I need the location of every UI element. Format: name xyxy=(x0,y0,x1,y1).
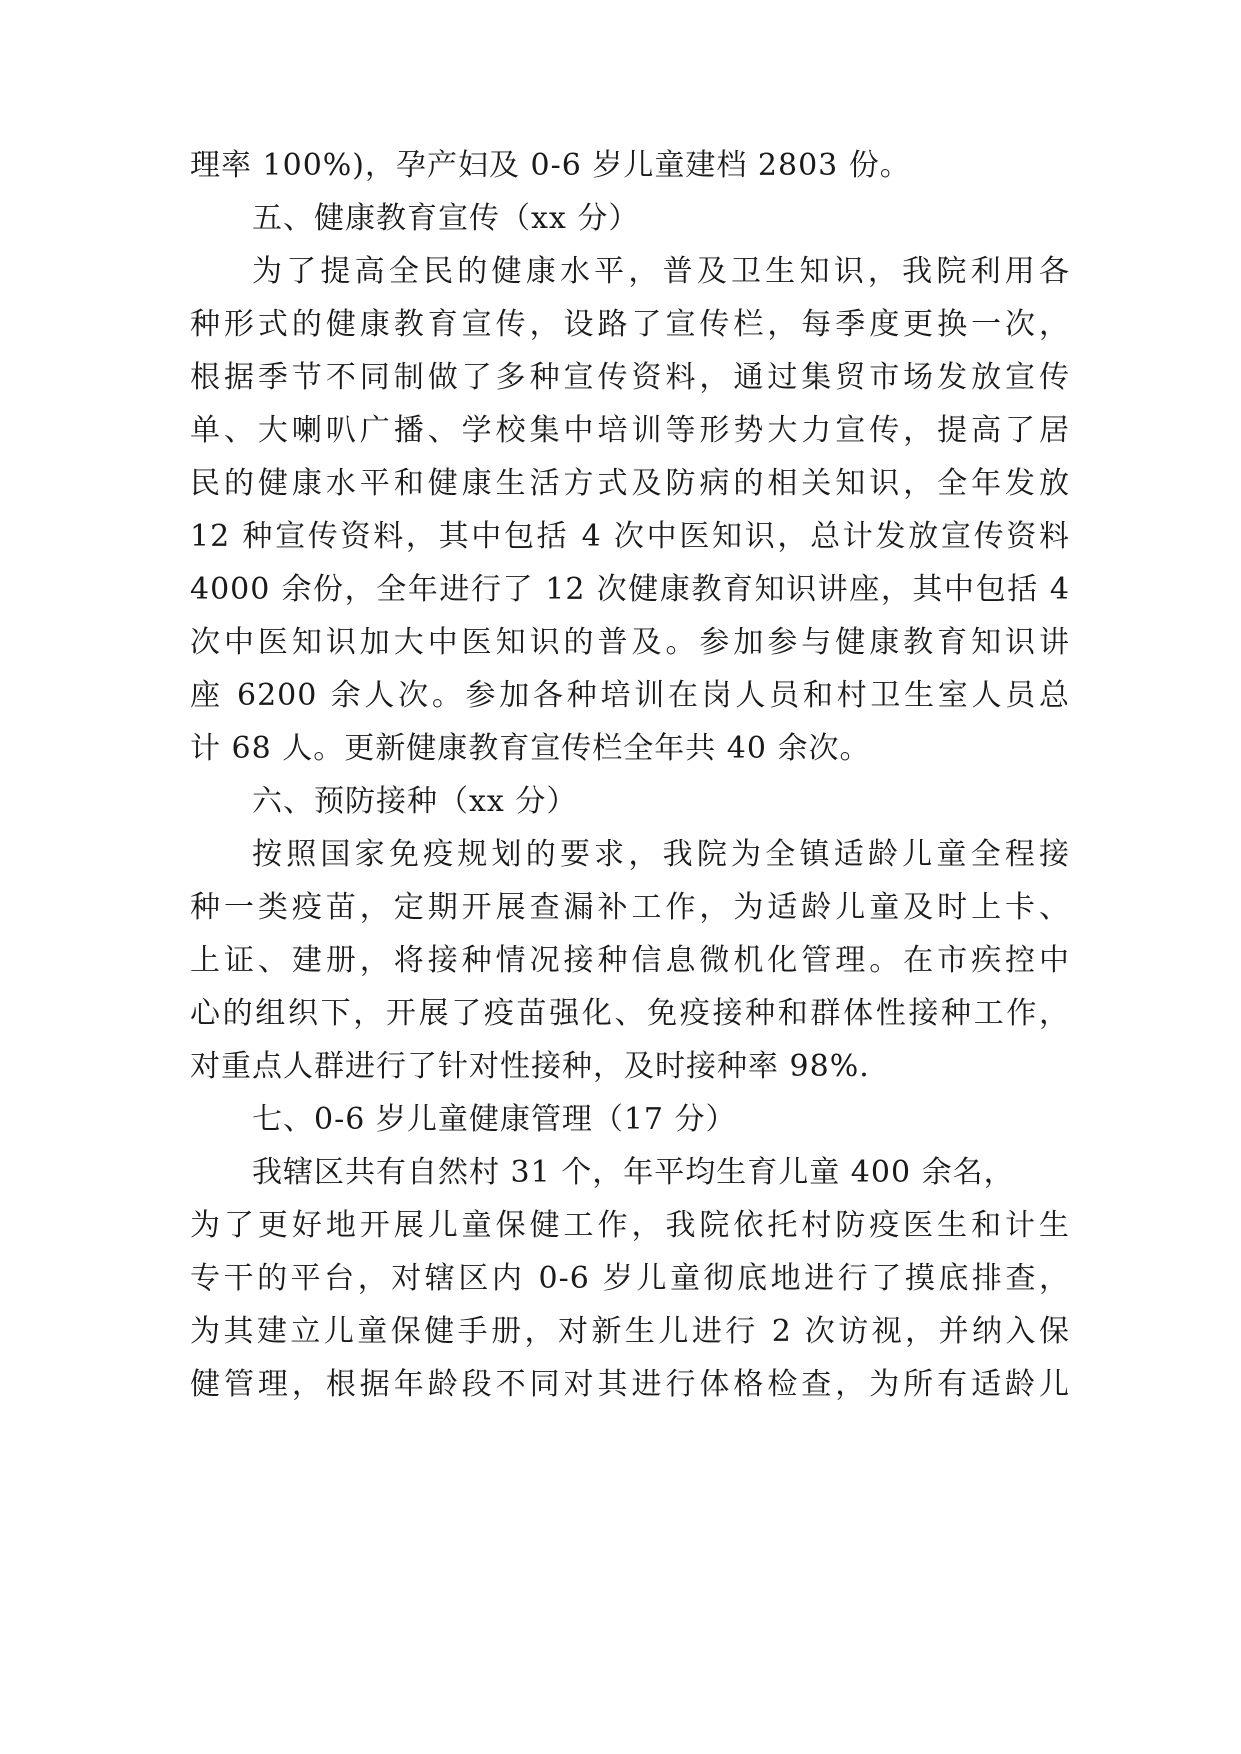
paragraph-line: 对重点人群进行了针对性接种，及时接种率 98%. xyxy=(190,1049,870,1084)
paragraph-line: 按照国家免疫规划的要求，我院为全镇适龄儿童全程接 xyxy=(252,837,1070,872)
paragraph-line: 心的组织下，开展了疫苗强化、免疫接种和群体性接种工作， xyxy=(190,996,1070,1031)
paragraph-line: 为了更好地开展儿童保健工作，我院依托村防疫医生和计生 xyxy=(190,1208,1070,1243)
section-heading-health-education: 五、健康教育宣传（xx 分） xyxy=(252,201,640,236)
section-heading-child-health: 七、0-6 岁儿童健康管理（17 分） xyxy=(252,1102,737,1137)
paragraph-line: 理率 100%)，孕产妇及 0-6 岁儿童建档 2803 份。 xyxy=(190,148,911,183)
paragraph-line: 专干的平台，对辖区内 0-6 岁儿童彻底地进行了摸底排查， xyxy=(190,1261,1070,1296)
paragraph-line: 健管理，根据年龄段不同对其进行体格检查，为所有适龄儿 xyxy=(190,1367,1070,1402)
paragraph-line: 12 种宣传资料，其中包括 4 次中医知识，总计发放宣传资料 xyxy=(190,519,1070,554)
paragraph-line: 座 6200 余人次。参加各种培训在岗人员和村卫生室人员总 xyxy=(190,678,1070,713)
section-heading-vaccination: 六、预防接种（xx 分） xyxy=(252,784,578,819)
paragraph-line: 计 68 人。更新健康教育宣传栏全年共 40 余次。 xyxy=(190,731,871,766)
paragraph-line: 为其建立儿童保健手册，对新生儿进行 2 次访视，并纳入保 xyxy=(190,1314,1070,1349)
paragraph-line: 上证、建册，将接种情况接种信息微机化管理。在市疾控中 xyxy=(190,943,1070,978)
paragraph-line: 次中医知识加大中医知识的普及。参加参与健康教育知识讲 xyxy=(190,625,1070,660)
paragraph-line: 我辖区共有自然村 31 个，年平均生育儿童 400 余名， xyxy=(252,1155,1015,1190)
paragraph-line: 种一类疫苗，定期开展查漏补工作，为适龄儿童及时上卡、 xyxy=(190,890,1070,925)
paragraph-line: 根据季节不同制做了多种宣传资料，通过集贸市场发放宣传 xyxy=(190,360,1070,395)
paragraph-line: 4000 余份，全年进行了 12 次健康教育知识讲座，其中包括 4 xyxy=(190,572,1070,607)
paragraph-line: 为了提高全民的健康水平，普及卫生知识，我院利用各 xyxy=(252,254,1070,289)
paragraph-line: 种形式的健康教育宣传，设路了宣传栏，每季度更换一次， xyxy=(190,307,1070,342)
paragraph-line: 民的健康水平和健康生活方式及防病的相关知识，全年发放 xyxy=(190,466,1070,501)
paragraph-line: 单、大喇叭广播、学校集中培训等形势大力宣传，提高了居 xyxy=(190,413,1070,448)
